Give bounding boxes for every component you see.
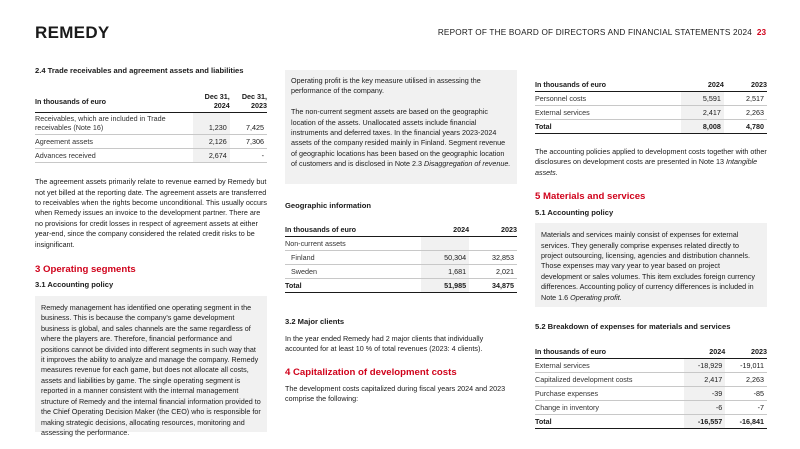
- cell-2024: 2,417: [681, 106, 724, 120]
- table-header: 2024: [681, 80, 724, 92]
- total-2023: 4,780: [724, 120, 767, 134]
- table-row: [285, 265, 517, 279]
- table-header: In thousands of euro: [535, 347, 684, 359]
- row-label: Change in inventory: [535, 401, 684, 415]
- note-reference: Operating profit.: [570, 292, 622, 302]
- table-row: [35, 135, 267, 149]
- row-label: Finland: [285, 251, 421, 265]
- materials-policy-text: Materials and services mainly consist of expenses for external services. They generally comprise expenses related directly to project outsourcing, licensing, agencies and distribution channels. Those expenses may vary year to year based on project development or sales volumes. This item excludes foreign currency differences. Accounting policy of currency differences is included in Note 1.6: [541, 230, 755, 302]
- table-header: Dec 31, 2023: [230, 92, 267, 113]
- report-title: REPORT OF THE BOARD OF DIRECTORS AND FINANCIAL STATEMENTS 2024: [437, 28, 752, 37]
- cell-2024: -39: [684, 387, 726, 401]
- total-label: Total: [535, 120, 681, 134]
- section-4-title: 4 Capitalization of development costs: [285, 366, 457, 378]
- table-header: 2023: [725, 347, 767, 359]
- page-number: 23: [756, 28, 766, 37]
- capitalization-text: The development costs capitalized during fiscal years 2024 and 2023 comprise the following:: [285, 383, 506, 404]
- total-2024: -16,557: [684, 415, 726, 429]
- cell-2024: 50,304: [421, 251, 469, 265]
- row-label: Agreement assets: [35, 135, 193, 149]
- total-label: Total: [285, 279, 421, 293]
- section-5-2-title: 5.2 Breakdown of expenses for materials and services: [535, 322, 731, 332]
- cell-2024: -6: [684, 401, 726, 415]
- receivables-paragraph: The agreement assets primarily relate to revenue earned by Remedy but not yet billed at the reporting date. The agreement assets are transferred to receivables when the rights become unconditional. This usually occurs when Remedy issues an invoice to the development partner. There are no provisions for credit losses in respect of agreement assets at either year-end, since the company considered the related credit risks to be insignificant.: [35, 177, 267, 249]
- cell-2024: 1,230: [193, 113, 230, 135]
- row-label: Sweden: [285, 265, 421, 279]
- column-left: [35, 66, 267, 437]
- table-row: [535, 106, 767, 120]
- cell-2023: 7,306: [230, 135, 267, 149]
- table-header: 2024: [421, 225, 469, 237]
- note-reference: Disaggregation of revenue.: [424, 159, 511, 169]
- cell-2023: 7,425: [230, 113, 267, 135]
- cell-2023: 2,517: [724, 92, 767, 106]
- row-label: Advances received: [35, 149, 193, 163]
- total-2024: 51,985: [421, 279, 469, 293]
- section-5-1-title: 5.1 Accounting policy: [535, 208, 614, 218]
- table-row: [35, 113, 267, 135]
- segment-info-box: [285, 70, 517, 184]
- table-header: In thousands of euro: [285, 225, 421, 237]
- cell-2024: 5,591: [681, 92, 724, 106]
- section-3-2-title: 3.2 Major clients: [285, 317, 345, 326]
- cell-2024: 2,417: [684, 373, 726, 387]
- accounting-policy-box: [35, 296, 267, 437]
- geographic-info-title: Geographic information: [285, 201, 372, 210]
- group-label: Non-current assets: [285, 237, 421, 251]
- table-total-row: [535, 120, 767, 134]
- row-label: External services: [535, 106, 681, 120]
- total-2024: 8,008: [681, 120, 724, 134]
- section-3-1-title: 3.1 Accounting policy: [35, 280, 114, 290]
- cell-2023: 2,263: [724, 106, 767, 120]
- receivables-table: [35, 92, 267, 163]
- table-row: [535, 359, 767, 373]
- cell-2023: -19,011: [725, 359, 767, 373]
- row-label: Purchase expenses: [535, 387, 684, 401]
- table-row: [535, 92, 767, 106]
- materials-breakdown-table: [535, 347, 767, 429]
- cell-2024: 2,674: [193, 149, 230, 163]
- total-2023: 34,875: [469, 279, 517, 293]
- cell-2023: -7: [725, 401, 767, 415]
- table-header: Dec 31, 2024: [193, 92, 230, 113]
- row-label: Receivables, which are included in Trade receivables (Note 16): [35, 113, 193, 135]
- table-header: 2023: [469, 225, 517, 237]
- cell-2023: 2,021: [469, 265, 517, 279]
- cell-2023: -: [230, 149, 267, 163]
- table-row: [535, 387, 767, 401]
- section-5-title: 5 Materials and services: [535, 191, 646, 203]
- row-label: Personnel costs: [535, 92, 681, 106]
- table-header: 2024: [684, 347, 726, 359]
- table-header-row: [35, 92, 267, 113]
- cell-2023: -85: [725, 387, 767, 401]
- table-row: [285, 251, 517, 265]
- note-reference: Intangible assets.: [535, 157, 758, 177]
- column-right: [535, 80, 767, 429]
- materials-policy-box: [535, 223, 767, 307]
- section-3-title: 3 Operating segments: [35, 264, 136, 276]
- table-header-row: [535, 347, 767, 359]
- major-clients-text: In the year ended Remedy had 2 major clients that individually accounted for at least 10 % of total revenues (2023: 4 clients).: [285, 334, 484, 354]
- section-2-4-title: 2.4 Trade receivables and agreement assets and liabilities: [35, 66, 244, 75]
- table-header: 2023: [724, 80, 767, 92]
- table-total-row: [285, 279, 517, 293]
- geographic-table: [285, 225, 517, 293]
- table-total-row: [535, 415, 767, 429]
- accounting-policy-text: Remedy management has identified one operating segment in the business. This is because the company's game development business is global, and sales channels are the same regardless of where the players are. Therefore, financial performance and positions cannot be divided into different segments in such way that it improves the ability to analyze and manage the company. Remedy measures revenue for each game, but does not allocate all costs, assets and liabilities by game. The single operating segment is reported in a manner consistent with the internal management structure of Remedy and the internal financial information provided to the Chief Operating Decision Maker (the CEO) who is responsible for making strategic decisions, allocating resources, monitoring and assessing the performance.: [41, 303, 261, 437]
- table-row: [35, 149, 267, 163]
- company-logo: REMEDY: [35, 23, 110, 42]
- row-label: Capitalized development costs: [535, 373, 684, 387]
- table-header-row: [285, 225, 517, 237]
- total-2023: -16,841: [725, 415, 767, 429]
- table-row: [535, 401, 767, 415]
- column-middle: [285, 70, 517, 405]
- cell-2024: 1,681: [421, 265, 469, 279]
- table-header-row: [535, 80, 767, 92]
- table-header: In thousands of euro: [35, 92, 193, 113]
- dev-costs-paragraph: The accounting policies applied to development costs together with other disclosures on development costs are presented in Note 13: [535, 147, 767, 167]
- cell-2023: 2,263: [725, 373, 767, 387]
- segment-info-text: Operating profit is the key measure utilised in assessing the performance of the company. The non-current segment assets are based on the geographic location of the assets. Unallocated assets include financial instruments and deferred taxes. In the financial years 2023-2024 assets of the company resided mainly in Finland. Segment revenue of geographic locations has been based on the geographic location of customers and is disclosed in Note 2.3: [291, 76, 506, 169]
- development-costs-table: [535, 80, 767, 134]
- cell-2023: 32,853: [469, 251, 517, 265]
- table-row: [535, 373, 767, 387]
- table-header: In thousands of euro: [535, 80, 681, 92]
- row-label: External services: [535, 359, 684, 373]
- total-label: Total: [535, 415, 684, 429]
- table-row: [285, 237, 517, 251]
- cell-2024: 2,126: [193, 135, 230, 149]
- cell-2024: -18,929: [684, 359, 726, 373]
